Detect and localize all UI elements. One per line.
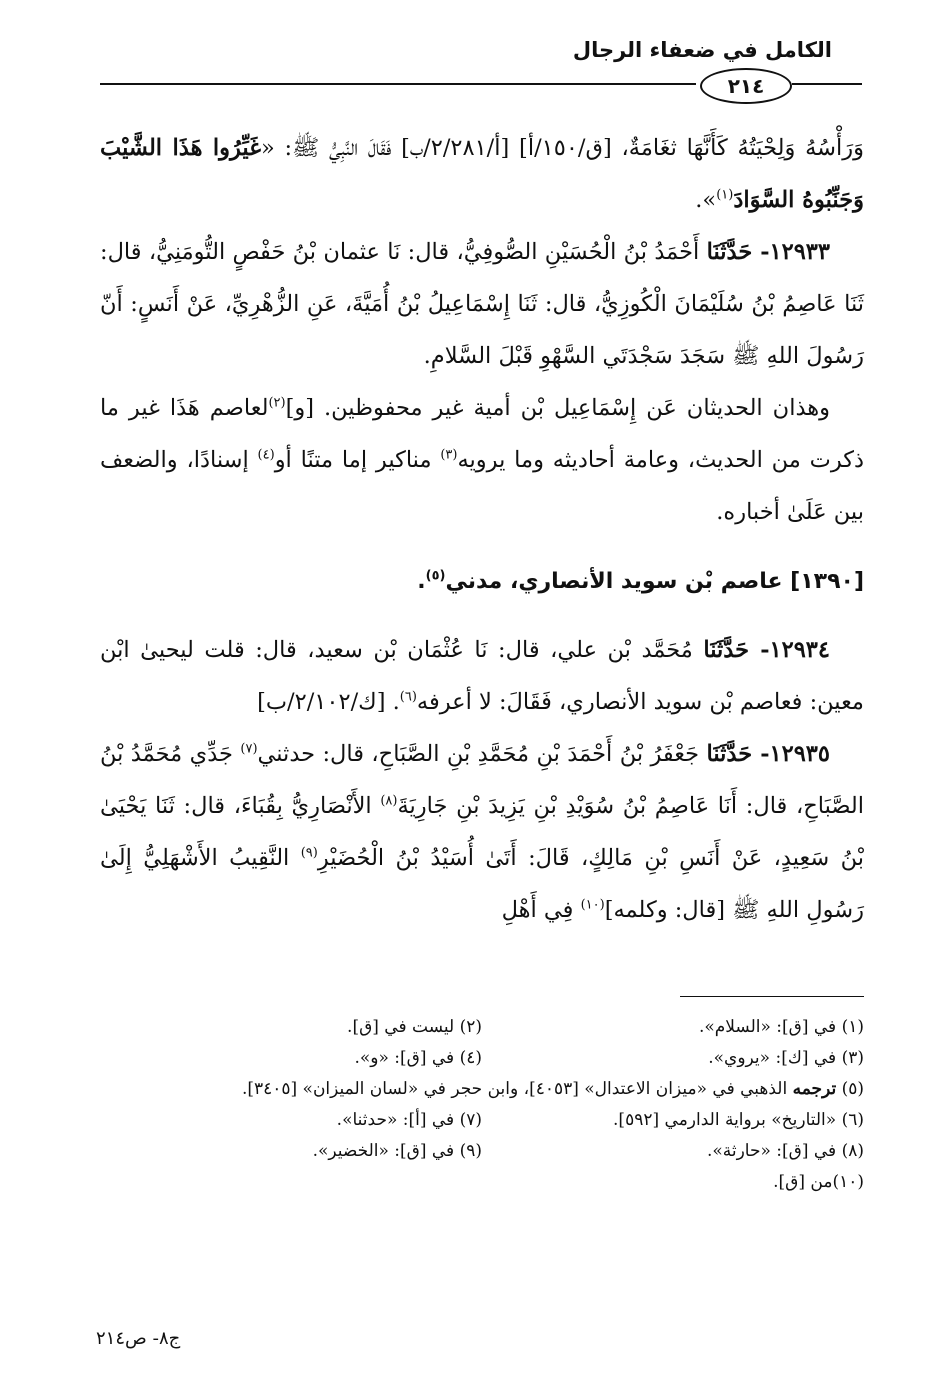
hadith-number-12934: ١٢٩٣٤- حَدَّثَنَا bbox=[703, 637, 830, 663]
footnote-ref-9: (٩) bbox=[300, 845, 318, 861]
footnote-row bbox=[100, 1167, 864, 1198]
hadith-number-12933: ١٢٩٣٣- حَدَّثَنَا bbox=[706, 239, 830, 265]
footnote-3: (٣) في [ك]: «يروي». bbox=[708, 1048, 864, 1068]
hadith-number-12935: ١٢٩٣٥- حَدَّثَنَا bbox=[706, 741, 830, 767]
footnote-1: (١) في [ق]: «السلام». bbox=[698, 1017, 864, 1037]
page-footer: ج٨- ص٢١٤ bbox=[96, 1328, 181, 1349]
footnote-ref-8: (٨) bbox=[380, 793, 398, 809]
footnote-8: (٨) في [ق]: «حارثة». bbox=[706, 1141, 864, 1161]
footnote-ref-4: (٤) bbox=[257, 447, 275, 463]
footnote-row bbox=[100, 1012, 864, 1043]
footnote-ref-6: (٦) bbox=[399, 689, 417, 705]
footnote-5: (٥) ترجمه الذهبي في «ميزان الاعتدال» [٤٠٥٣]، وابن حجر في «لسان الميزان» [٣٤٠٥]. bbox=[241, 1079, 864, 1099]
paragraph-hadith-continuation: وَرَأْسُهُ وَلِحْيَتُهُ كَأَنَّهَا ثغَامَةٌ، [ق/١٥٠/أ] [أ/٢/٢٨١/ب] فَقَالَ النَّبِيُّ ﷺ: «غَيِّرُوا هَذَا الشَّيْبَ وَجَنِّبُوهُ السَّوَادَ$^{(١)}$». bbox=[100, 135, 865, 213]
page-number-badge bbox=[700, 68, 792, 104]
footnote-9: (٩) في [ق]: «الخضير». bbox=[312, 1141, 482, 1161]
footnote-ref-2: (٢) bbox=[268, 395, 286, 411]
footnote-ref-10: (١٠) bbox=[580, 897, 605, 913]
footnote-ref-5: (٥) bbox=[425, 568, 446, 584]
header-rule bbox=[100, 83, 696, 85]
footnote-10: (١٠)من [ق]. bbox=[773, 1172, 864, 1192]
page-number: ٢١٤ bbox=[727, 74, 765, 98]
paragraph-hadith-12935: ١٢٩٣٥- حَدَّثَنَا جَعْفَرُ بْنُ أَحْمَدَ بْنِ مُحَمَّدِ بْنِ الصَّبَاحِ، قال: حدثني$^{(٧)}$ جَدِّي مُحَمَّدُ بْنُ الصَّبَاحِ، قال: أَنَا عَاصِمُ بْنُ سُوَيْدِ بْنِ يَزِيدَ بْنِ جَارِيَةَ$^{(٨)}$ الأَنْصَارِيُّ بِقُبَاءَ، قال: ثَنَا يَحْيَىٰ بْنُ سَعِيدٍ، عَنْ أَنَسِ بْنِ مَالِكٍ، قَالَ: أَتَىٰ أُسَيْدُ بْنُ الْحُضَيْرِ$^{(٩)}$ النَّقِيبُ الأَشْهَلِيُّ إِلَىٰ رَسُولِ اللهِ ﷺ [قال: وكلمه]$^{(١٠)}$ فِي أَهْلِ bbox=[100, 741, 865, 923]
footnote-7: (٧) في [أ]: «حدثنا». bbox=[336, 1110, 482, 1130]
footnote-2: (٢) ليست في [ق]. bbox=[347, 1017, 482, 1037]
paragraph-hadith-12933: ١٢٩٣٣- حَدَّثَنَا أَحْمَدُ بْنُ الْحُسَيْنِ الصُّوفِيُّ، قال: نَا عثمان بْنُ حَفْصٍ التُّومَنِيُّ، قال: ثَنَا عَاصِمُ بْنُ سُلَيْمَانَ الْكُوزِيُّ، قال: ثَنَا إِسْمَاعِيلُ بْنُ أُمَيَّةَ، عَنِ الزُّهْرِيِّ، عَنْ أَنَسٍ: أَنّ رَسُولَ اللهِ ﷺ سَجَدَ سَجْدَتَي السَّهْوِ قَبْلَ السَّلامِ. bbox=[100, 239, 864, 369]
footnote-ref-3: (٣) bbox=[440, 447, 458, 463]
footnote-row bbox=[100, 1136, 864, 1167]
prophet-quote: غَيِّرُوا هَذَا الشَّيْبَ وَجَنِّبُوهُ السَّوَادَ bbox=[100, 135, 864, 213]
footnotes bbox=[100, 1012, 864, 1198]
header-rule-right bbox=[792, 83, 862, 85]
footnote-4: (٤) في [ق]: «و». bbox=[354, 1048, 482, 1068]
footnote-row bbox=[100, 1105, 864, 1136]
running-header-title: الكامل في ضعفاء الرجال bbox=[572, 38, 832, 62]
paragraph-hadith-12934: ١٢٩٣٤- حَدَّثَنَا مُحَمَّد بْن علي، قال: نَا عُثْمَان بْن سعيد، قال: قلت ليحيىٰ ابْن معين: فعاصم بْن سويد الأنصاري، فَقَالَ: لا أعرفه$^{(٦)}$. [ك/٢/١٠٢/ب] bbox=[100, 637, 864, 715]
footnote-row bbox=[100, 1043, 864, 1074]
footnote-ref-7: (٧) bbox=[240, 741, 258, 757]
section-heading-1390: [١٣٩٠] عاصم بْن سويد الأنصاري، مدني$^{(٥)}$. bbox=[417, 568, 864, 594]
footnote-ref-1: (١) bbox=[716, 187, 734, 203]
main-text bbox=[100, 122, 864, 936]
paragraph-commentary: وهذان الحديثان عَن إِسْمَاعِيل بْن أمية غير محفوظين. [و]$^{(٢)}$لعاصم هَذَا غير ما ذكرت من الحديث، وعامة أحاديثه وما يرويه$^{(٣)}$ مناكير إما متنًا أو$^{(٤)}$ إسنادًا، والضعف بين عَلَىٰ أخباره. bbox=[100, 395, 865, 525]
footnote-6: (٦) «التاريخ» برواية الدارمي [٥٩٢]. bbox=[613, 1110, 864, 1130]
footnote-separator bbox=[680, 996, 864, 997]
footnote-row bbox=[100, 1074, 864, 1105]
